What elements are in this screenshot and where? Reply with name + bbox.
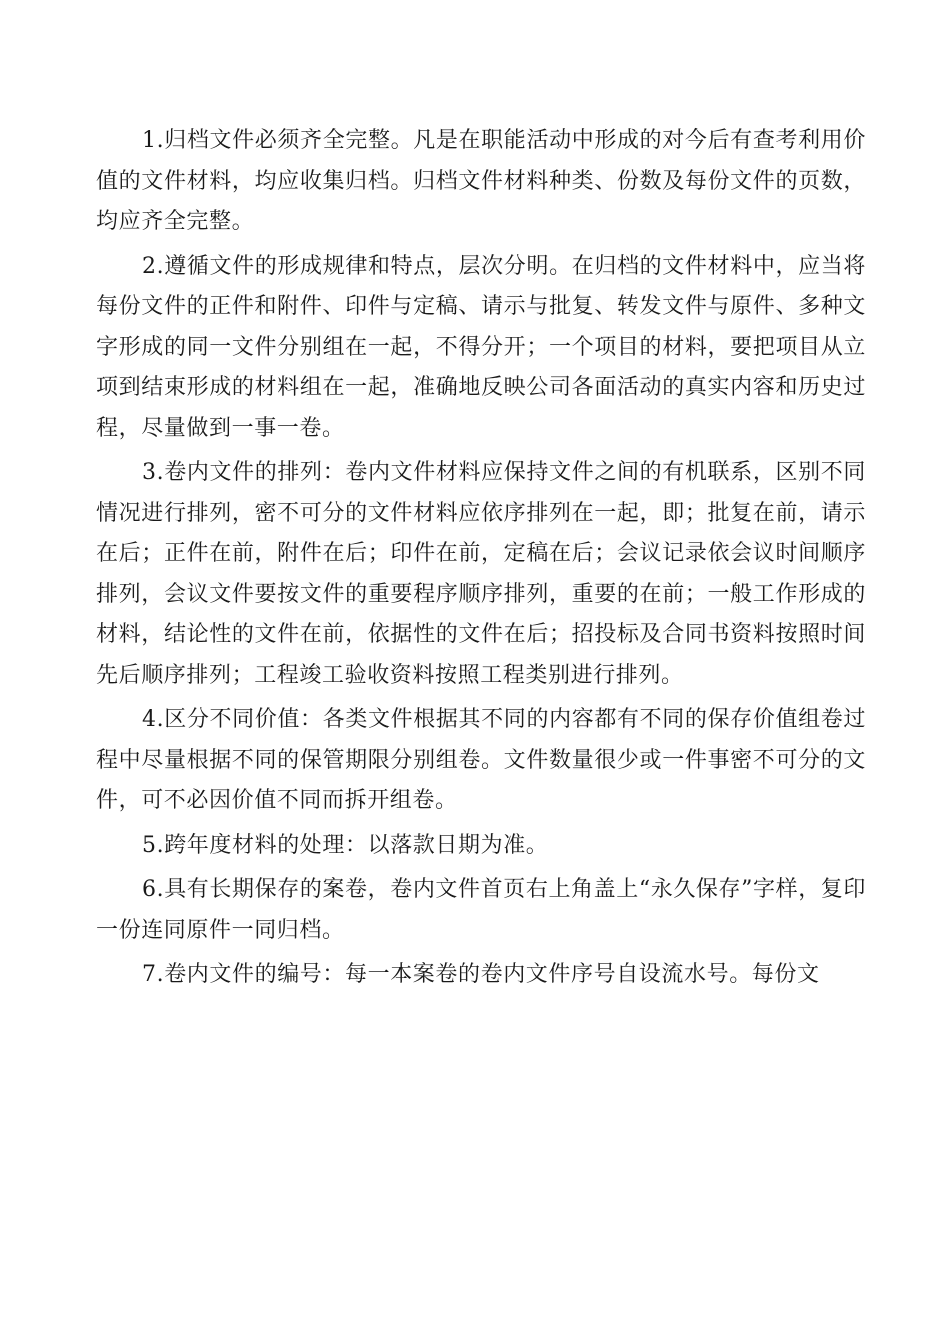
paragraph-3: 3.卷内文件的排列：卷内文件材料应保持文件之间的有机联系，区别不同情况进行排列，密不可分的文件材料应依序排列在一起，即；批复在前，请示在后；正件在前，附件在后；印件在前，定稿在后；会议记录依会议时间顺序排列，会议文件要按文件的重要程序顺序排列，重要的在前；一般工作形成的材料，结论性的文件在前，依据性的文件在后；招投标及合同书资料按照时间先后顺序排列；工程竣工验收资料按照工程类别进行排列。 bbox=[96, 460, 866, 688]
paragraph-4: 4.区分不同价值：各类文件根据其不同的内容都有不同的保存价值组卷过程中尽量根据不同的保管期限分别组卷。文件数量很少或一件事密不可分的文件，可不必因价值不同而拆开组卷。 bbox=[96, 707, 866, 813]
paragraph-1: 1.归档文件必须齐全完整。凡是在职能活动中形成的对今后有查考利用价值的文件材料，均应收集归档。归档文件材料种类、份数及每份文件的页数，均应齐全完整。 bbox=[96, 128, 866, 234]
document-body bbox=[96, 121, 866, 1000]
paragraph-5: 5.跨年度材料的处理：以落款日期为准。 bbox=[142, 832, 549, 858]
paragraph-7: 7.卷内文件的编号：每一本案卷的卷内文件序号自设流水号。每份文 bbox=[142, 962, 820, 987]
paragraph-2: 2.遵循文件的形成规律和特点，层次分明。在归档的文件材料中，应当将每份文件的正件和附件、印件与定稿、请示与批复、转发文件与原件、多种文字形成的同一文件分别组在一起，不得分开；一个项目的材料，要把项目从立项到结束形成的材料组在一起，准确地反映公司各面活动的真实内容和历史过程，尽量做到一事一卷。 bbox=[96, 253, 866, 441]
paragraph-6: 6.具有长期保存的案卷，卷内文件首页右上角盖上“永久保存”字样，复印一份连同原件一同归档。 bbox=[96, 877, 866, 943]
